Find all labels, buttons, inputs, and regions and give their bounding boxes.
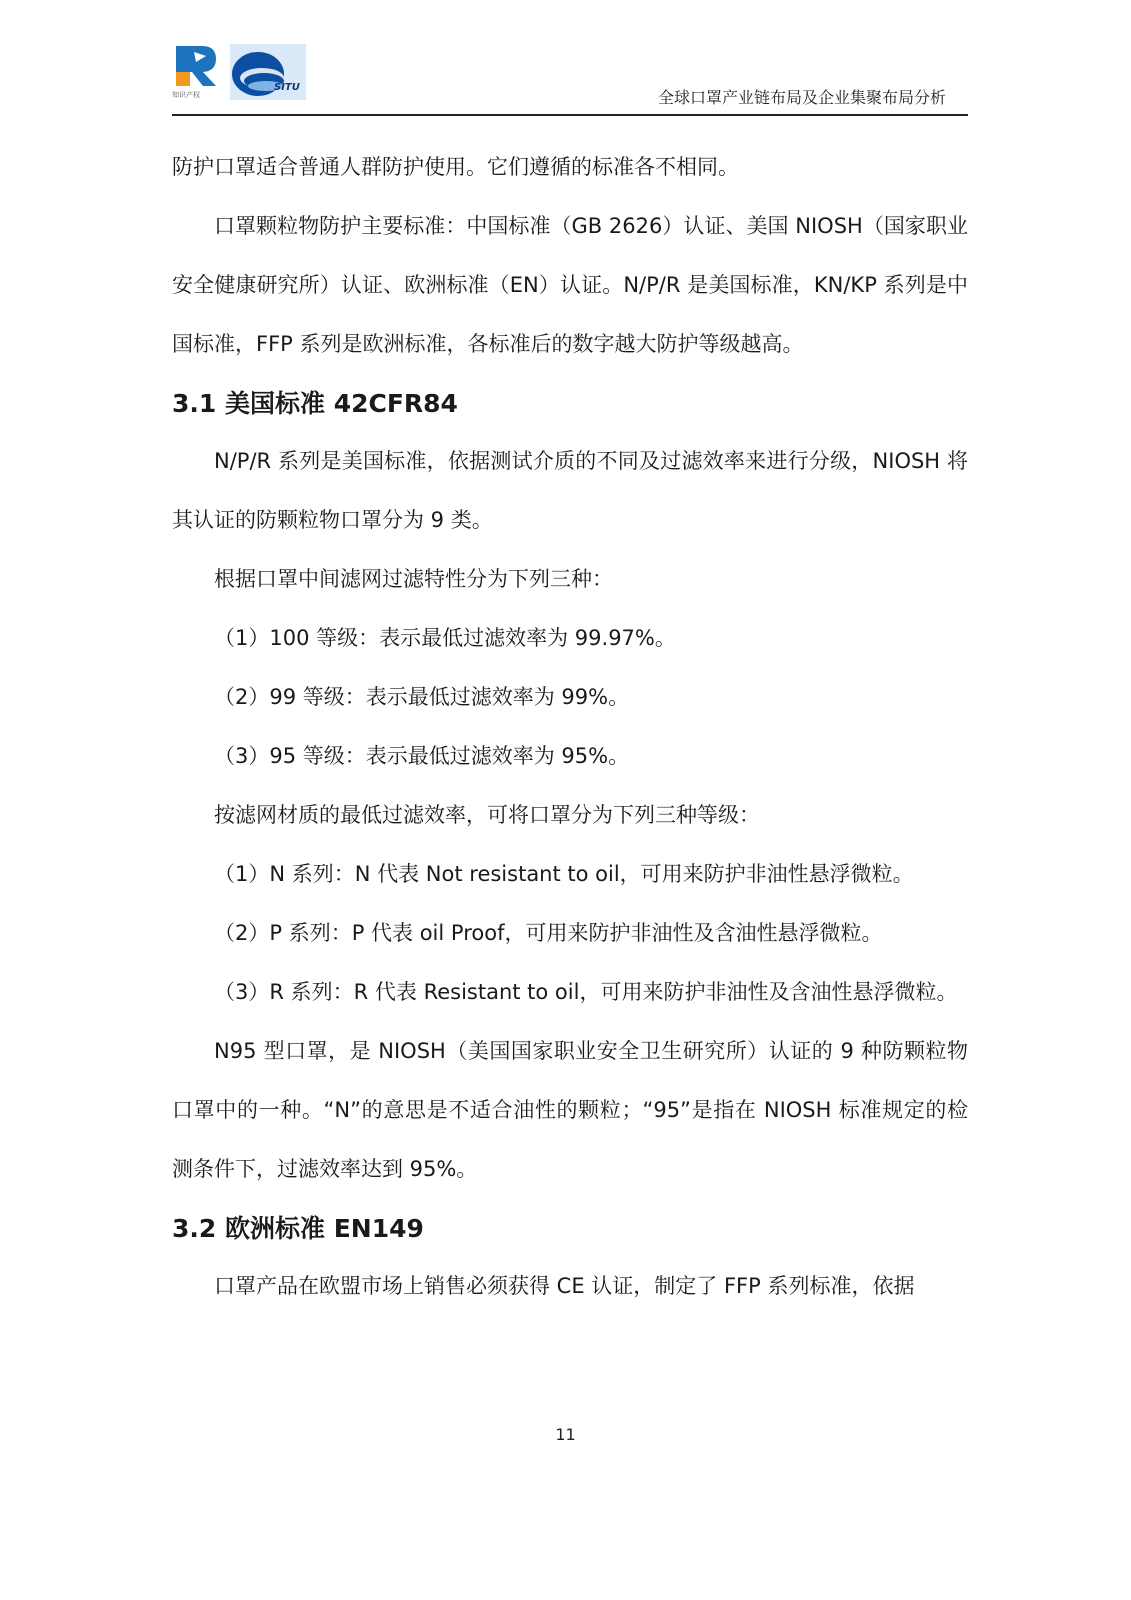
paragraph: 根据口罩中间滤网过滤特性分为下列三种： (214, 567, 613, 591)
list-item: （1）N 系列：N 代表 Not resistant to oil，可用来防护非油性悬浮微粒。 (214, 862, 914, 886)
paragraph: 口罩颗粒物防护主要标准：中国标准（GB 2626）认证、美国 NIOSH（国家职业安全健康研究所）认证、欧洲标准（EN）认证。N/P/R 是美国标准，KN/KP 系列是中国标准，FFP 系列是欧洲标准，各标准后的数字越大防护等级越高。 (172, 214, 968, 356)
list-item: （2）99 等级：表示最低过滤效率为 99%。 (214, 685, 630, 709)
section-heading-3-1: 3.1 美国标准 42CFR84 (172, 389, 458, 418)
list-item: （3）95 等级：表示最低过滤效率为 95%。 (214, 744, 630, 768)
section-heading-3-2: 3.2 欧洲标准 EN149 (172, 1214, 424, 1243)
paragraph: N95 型口罩，是 NIOSH（美国国家职业安全卫生研究所）认证的 9 种防颗粒物口罩中的一种。“N”的意思是不适合油性的颗粒；“95”是指在 NIOSH 标准规定的检测条件下，过滤效率达到 95%。 (172, 1039, 968, 1181)
page-header (172, 40, 968, 116)
list-item: （3）R 系列：R 代表 Resistant to oil，可用来防护非油性及含油性悬浮微粒。 (214, 980, 958, 1004)
list-item: （1）100 等级：表示最低过滤效率为 99.97%。 (214, 626, 676, 650)
list-item: （2）P 系列：P 代表 oil Proof，可用来防护非油性及含油性悬浮微粒。 (214, 921, 883, 945)
paragraph: 口罩产品在欧盟市场上销售必须获得 CE 认证，制定了 FFP 系列标准，依据 (214, 1274, 915, 1298)
page-number: 11 (555, 1425, 576, 1444)
document-header-title: 全球口罩产业链布局及企业集聚布局分析 (657, 88, 946, 107)
paragraph: N/P/R 系列是美国标准，依据测试介质的不同及过滤效率来进行分级，NIOSH 将其认证的防颗粒物口罩分为 9 类。 (172, 449, 968, 532)
document-body (172, 138, 968, 1316)
paragraph: 防护口罩适合普通人群防护使用。它们遵循的标准各不相同。 (172, 155, 739, 179)
paragraph: 按滤网材质的最低过滤效率，可将口罩分为下列三种等级： (214, 803, 760, 827)
logo-ball-text: SITU (274, 82, 300, 93)
logo-caption: 知识产权 (172, 91, 200, 99)
